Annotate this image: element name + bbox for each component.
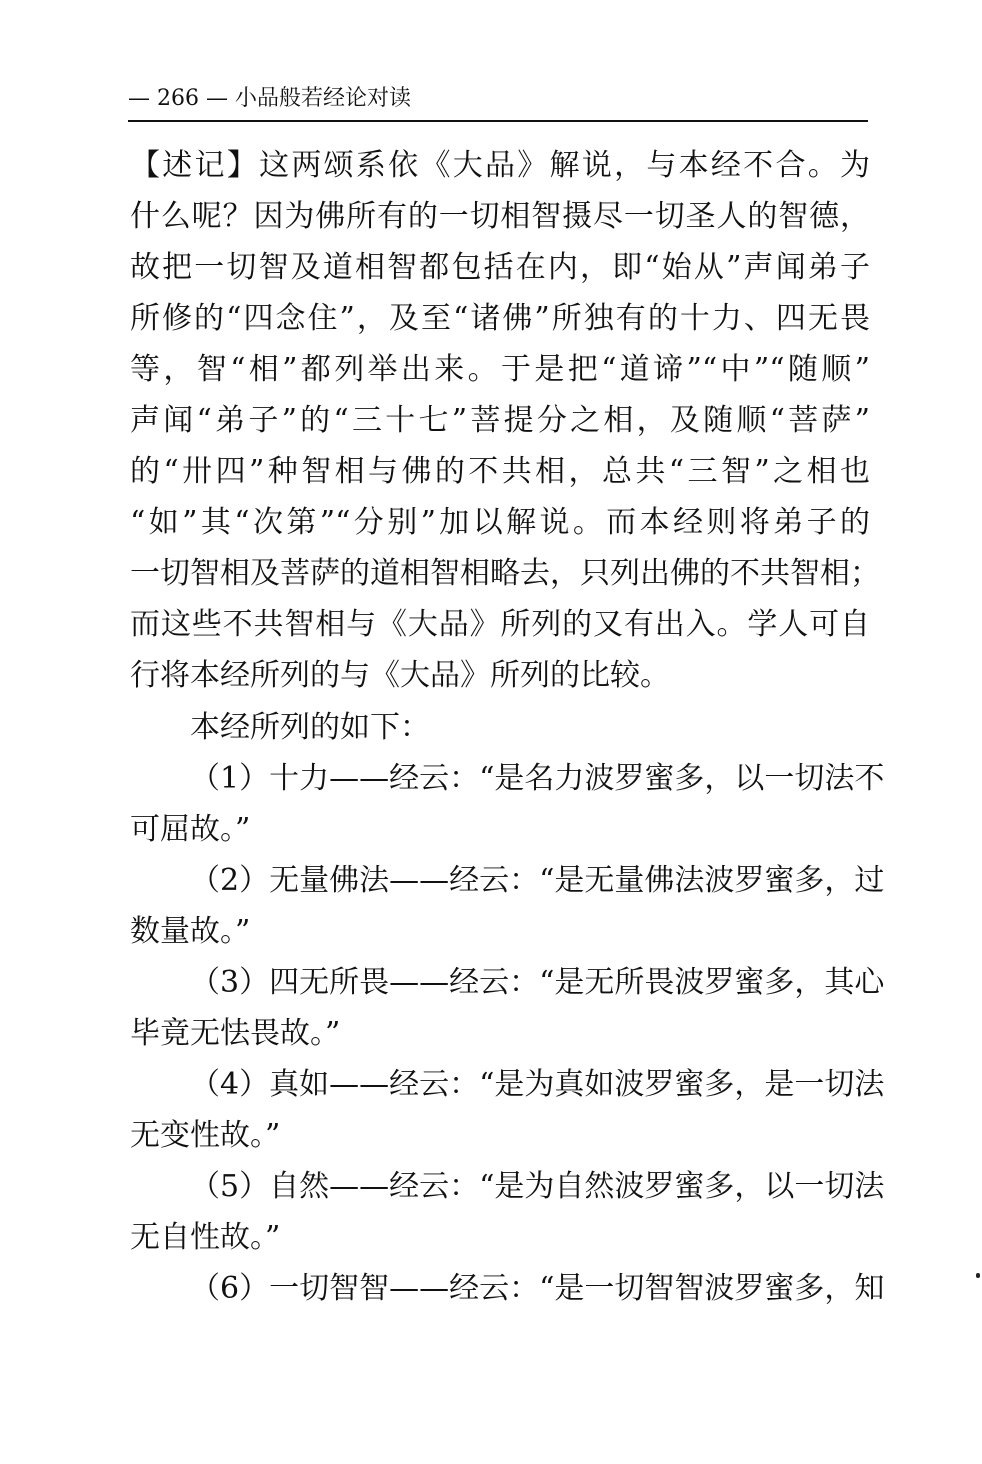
text-line: 【述记】这两颂系依《大品》解说，与本经不合。为: [130, 148, 870, 183]
list-item-line: （4）真如——经云：“是为真如波罗蜜多，是一切法: [190, 1067, 885, 1102]
text-line: 什么呢？因为佛所有的一切相智摄尽一切圣人的智德，: [130, 199, 870, 234]
text-line: 行将本经所列的与《大品》所列的比较。: [130, 658, 670, 693]
list-item-line: （2）无量佛法——经云：“是无量佛法波罗蜜多，过: [190, 863, 885, 898]
list-item-line: （3）四无所畏——经云：“是无所畏波罗蜜多，其心: [190, 965, 885, 1000]
text-line: 的“卅四”种智相与佛的不共相，总共“三智”之相也: [130, 454, 870, 489]
text-line: “如”其“次第”“分别”加以解说。而本经则将弟子的: [130, 505, 870, 540]
list-intro-line: 本经所列的如下：: [190, 710, 430, 745]
text-line: 声闻“弟子”的“三十七”菩提分之相，及随顺“菩萨”: [130, 403, 870, 438]
scan-speck: [976, 1273, 980, 1278]
text-line: 一切智相及菩萨的道相智相略去，只列出佛的不共智相；: [130, 556, 880, 591]
list-item-line: （5）自然——经云：“是为自然波罗蜜多，以一切法: [190, 1169, 885, 1204]
list-item-line: 无变性故。”: [130, 1118, 281, 1153]
list-item-line: 无自性故。”: [130, 1220, 281, 1255]
list-item-line: （6）一切智智——经云：“是一切智智波罗蜜多，知: [190, 1271, 885, 1306]
text-line: 而这些不共智相与《大品》所列的又有出入。学人可自: [130, 607, 870, 642]
header-rule: [128, 120, 868, 122]
list-item-line: 可屈故。”: [130, 812, 251, 847]
list-item-line: 数量故。”: [130, 914, 251, 949]
text-line: 所修的“四念住”，及至“诸佛”所独有的十力、四无畏: [130, 301, 870, 336]
body-text: [130, 140, 885, 1314]
text-line: 故把一切智及道相智都包括在内，即“始从”声闻弟子: [130, 250, 870, 285]
running-header: — 266 — 小品般若经论对读: [128, 86, 411, 111]
list-item-line: （1）十力——经云：“是名力波罗蜜多，以一切法不: [190, 761, 885, 796]
text-line: 等，智“相”都列举出来。于是把“道谛”“中”“随顺”: [130, 352, 870, 387]
list-item-line: 毕竟无怯畏故。”: [130, 1016, 341, 1051]
